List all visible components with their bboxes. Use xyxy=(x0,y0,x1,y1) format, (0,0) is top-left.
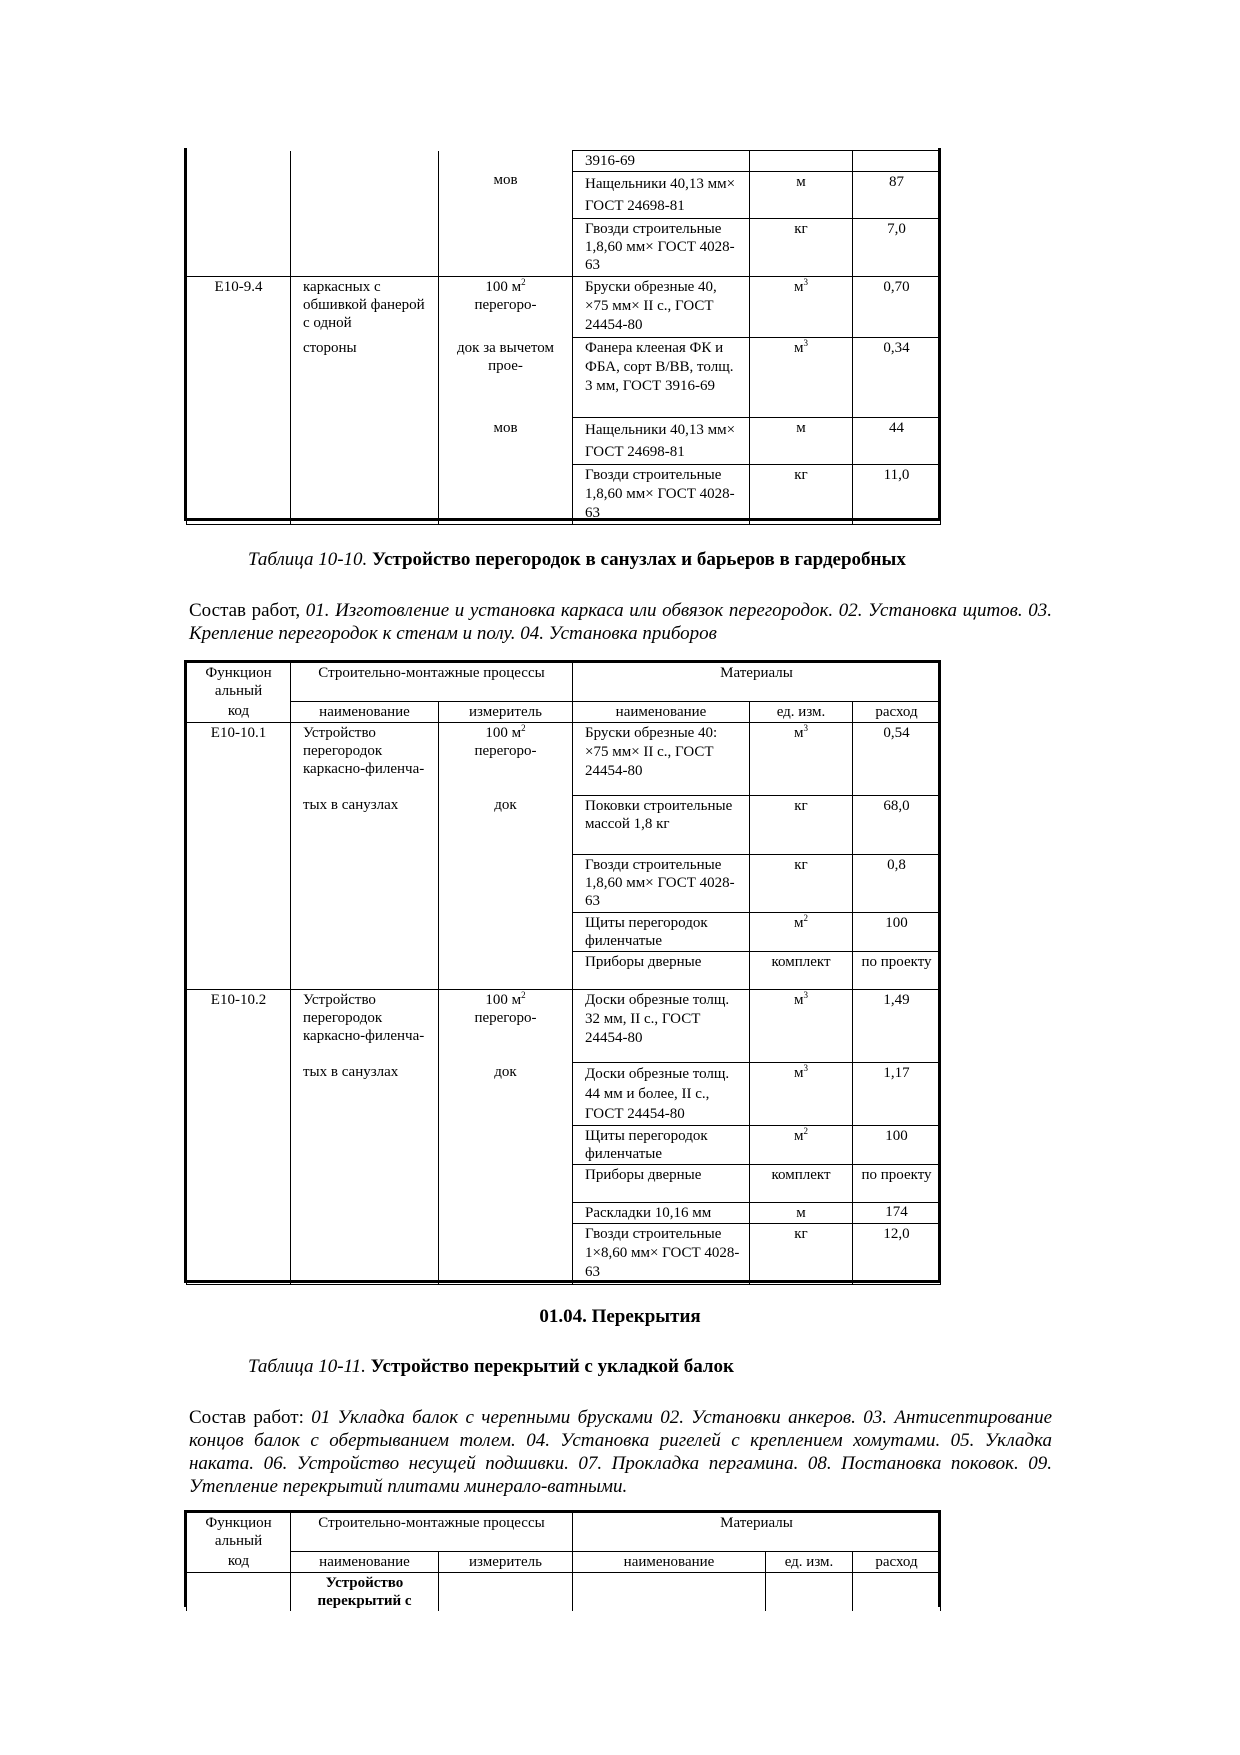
cell-code: Е10-10.2 xyxy=(187,989,291,1062)
cell-process: стороны xyxy=(291,338,439,418)
cell-qty: 0,34 xyxy=(853,338,941,418)
header-materials: Материалы xyxy=(573,1513,941,1552)
cell-code: Е10-9.4 xyxy=(187,277,291,338)
cell-process xyxy=(291,951,439,989)
header-consumption: расход xyxy=(853,701,941,722)
cell-measure: $м^3$ xyxy=(750,722,853,795)
table-continuation xyxy=(186,150,941,525)
cell-unit: мов xyxy=(439,151,573,219)
table-caption xyxy=(248,1355,734,1379)
cell-unit xyxy=(439,219,573,277)
works-label: Состав работ, xyxy=(189,600,301,621)
cell-code xyxy=(187,1572,291,1611)
cell-unit: 100 $м^2$ перегоро- xyxy=(439,989,573,1062)
cell-process xyxy=(291,854,439,912)
table-caption xyxy=(248,548,906,572)
cell-material: Приборы дверные xyxy=(573,951,750,989)
cell-unit xyxy=(439,465,573,525)
cell-code xyxy=(187,1202,291,1223)
header-code-3: код xyxy=(187,1551,291,1572)
cell-material: Щиты перегородок филенчатые xyxy=(573,912,750,951)
cell-process xyxy=(291,1125,439,1164)
cell-unit: мов xyxy=(439,418,573,465)
cell-qty: 1,17 xyxy=(853,1062,941,1125)
cell-measure: кг xyxy=(750,854,853,912)
cell-measure: кг xyxy=(750,795,853,854)
cell-process: тых в санузлах xyxy=(291,795,439,854)
cell-code xyxy=(187,1223,291,1284)
caption-title: Устройство перегородок в санузлах и барьеров в гардеробных xyxy=(372,549,906,570)
cell-qty: 100 xyxy=(853,912,941,951)
cell-material: Нащельники 40,13 мм× ГОСТ 24698-81 xyxy=(573,418,750,465)
cell-process xyxy=(291,219,439,277)
cell-qty: 1,49 xyxy=(853,989,941,1062)
cell-measure: м xyxy=(750,172,853,219)
cell-code xyxy=(187,912,291,951)
cell-qty: 0,8 xyxy=(853,854,941,912)
cell-measure: $м^2$ xyxy=(750,1125,853,1164)
cell-code xyxy=(187,854,291,912)
cell-unit xyxy=(439,1202,573,1223)
cell-qty: 100 xyxy=(853,1125,941,1164)
header-processes: Строительно-монтажные процессы xyxy=(291,663,573,702)
cell-material: Поковки строительные массой 1,8 кг xyxy=(573,795,750,854)
cell-qty xyxy=(853,151,941,172)
header-name: наименование xyxy=(291,1551,439,1572)
cell-code xyxy=(187,951,291,989)
cell-code xyxy=(187,465,291,525)
cell-unit: 100 $м^2$ перегоро- xyxy=(439,277,573,338)
cell-measure: $м^3$ xyxy=(750,277,853,338)
header-processes: Строительно-монтажные процессы xyxy=(291,1513,573,1552)
cell-measure: кг xyxy=(750,1223,853,1284)
cell-code xyxy=(187,1062,291,1125)
cell-qty: по проекту xyxy=(853,1164,941,1202)
cell-unit xyxy=(439,854,573,912)
cell-material: Приборы дверные xyxy=(573,1164,750,1202)
cell-qty: 12,0 xyxy=(853,1223,941,1284)
cell-measure: кг xyxy=(750,465,853,525)
cell-material: Нащельники 40,13 мм× ГОСТ 24698-81 xyxy=(573,172,750,219)
cell-material: Гвозди строительные 1×8,60 мм× ГОСТ 4028-63 xyxy=(573,1223,750,1284)
header-unit: ед. изм. xyxy=(766,1551,853,1572)
cell-qty: 68,0 xyxy=(853,795,941,854)
cell-process xyxy=(291,912,439,951)
cell-qty: 0,70 xyxy=(853,277,941,338)
cell-code xyxy=(187,338,291,418)
cell-process xyxy=(291,465,439,525)
cell-measure: $м^3$ xyxy=(750,1062,853,1125)
cell-process: Устройство перегородок каркасно-филенча- xyxy=(291,722,439,795)
cell-process: каркасных с обшивкой фанерой с одной xyxy=(291,277,439,338)
cell-unit xyxy=(439,912,573,951)
cell-material: Щиты перегородок филенчатые xyxy=(573,1125,750,1164)
cell-process xyxy=(291,172,439,219)
caption-title: Устройство перекрытий с укладкой балок xyxy=(370,1356,734,1377)
cell-material: Гвозди строительные 1,8,60 мм× ГОСТ 4028-63 xyxy=(573,854,750,912)
works-text: 01 Укладка балок с черепными брусками 02. Установки анкеров. 03. Антисептирование концов балок с обертыванием толем. 04. Установка ригелей с креплением хомутами. 05. Укладка наката. 06. Устройство несущей подшивки. 07. Прокладка пергамина. 08. Постановка поковок. 09. Утепление перекрытий плитами минерало-ватными. xyxy=(189,1407,1053,1497)
work-composition xyxy=(189,599,1052,645)
cell-material: Гвозди строительные 1,8,60 мм× ГОСТ 4028-63 xyxy=(573,219,750,277)
cell-unit xyxy=(439,1572,573,1611)
cell-unit: док xyxy=(439,795,573,854)
caption-prefix: Таблица 10-11. xyxy=(248,1356,366,1377)
cell-measure xyxy=(750,151,853,172)
cell-process xyxy=(291,1202,439,1223)
cell-process xyxy=(291,1223,439,1284)
header-unit: ед. изм. xyxy=(750,701,853,722)
works-label: Состав работ: xyxy=(189,1407,304,1428)
cell-material: Раскладки 10,16 мм xyxy=(573,1202,750,1223)
cell-material: Бруски обрезные 40: ×75 мм× II с., ГОСТ 24454-80 xyxy=(573,722,750,795)
works-text: 01. Изготовление и установка каркаса или обвязок перегородок. 02. Установка щитов. 03. Крепление перегородок к стенам и полу. 04. Установка приборов xyxy=(189,600,1053,644)
table-10-10 xyxy=(186,662,941,1285)
cell-qty: 44 xyxy=(853,418,941,465)
cell-measure: комплект xyxy=(750,1164,853,1202)
cell-qty: по проекту xyxy=(853,951,941,989)
cell-unit xyxy=(439,1164,573,1202)
cell-unit xyxy=(439,1125,573,1164)
table-10-11 xyxy=(186,1512,941,1611)
header-mat-name: наименование xyxy=(573,701,750,722)
cell-code xyxy=(187,172,291,219)
cell-process xyxy=(291,418,439,465)
cell-measure: комплект xyxy=(750,951,853,989)
work-composition xyxy=(189,1406,1052,1498)
cell-code xyxy=(187,418,291,465)
header-code: Функцион альный xyxy=(187,663,291,702)
cell-material: Фанера клееная ФК и ФБА, сорт В/ВВ, толщ. 3 мм, ГОСТ 3916-69 xyxy=(573,338,750,418)
section-heading: 01.04. Перекрытия xyxy=(539,1306,701,1327)
cell-unit xyxy=(439,1223,573,1284)
cell-code xyxy=(187,151,291,172)
header-name: наименование xyxy=(291,701,439,722)
cell-measure: м xyxy=(750,1202,853,1223)
cell-material: Бруски обрезные 40, ×75 мм× II с., ГОСТ 24454-80 xyxy=(573,277,750,338)
cell-unit: док xyxy=(439,1062,573,1125)
cell-process: Устройство перегородок каркасно-филенча- xyxy=(291,989,439,1062)
cell-process: Устройство перекрытий с xyxy=(291,1572,439,1611)
cell-material: Доски обрезные толщ. 32 мм, II с., ГОСТ 24454-80 xyxy=(573,989,750,1062)
cell-code xyxy=(187,1164,291,1202)
cell-measure: $м^3$ xyxy=(750,338,853,418)
cell-material: 3916-69 xyxy=(573,151,750,172)
caption-prefix: Таблица 10-10. xyxy=(248,549,368,570)
header-code: Функцион альный xyxy=(187,1513,291,1552)
cell-qty: 87 xyxy=(853,172,941,219)
header-mat-name: наименование xyxy=(573,1551,766,1572)
cell-process xyxy=(291,1164,439,1202)
cell-qty xyxy=(853,1572,941,1611)
header-measurer: измеритель xyxy=(439,1551,573,1572)
cell-material xyxy=(573,1572,766,1611)
header-consumption: расход xyxy=(853,1551,941,1572)
cell-qty: 174 xyxy=(853,1202,941,1223)
cell-unit xyxy=(439,951,573,989)
cell-process xyxy=(291,151,439,172)
cell-code xyxy=(187,219,291,277)
header-materials: Материалы xyxy=(573,663,941,702)
cell-code: Е10-10.1 xyxy=(187,722,291,795)
cell-material: Гвозди строительные 1,8,60 мм× ГОСТ 4028-63 xyxy=(573,465,750,525)
cell-qty: 11,0 xyxy=(853,465,941,525)
cell-unit: 100 $м^2$ перегоро- xyxy=(439,722,573,795)
header-measurer: измеритель xyxy=(439,701,573,722)
cell-code xyxy=(187,795,291,854)
cell-process: тых в санузлах xyxy=(291,1062,439,1125)
header-code-3: код xyxy=(187,701,291,722)
cell-measure: $м^2$ xyxy=(750,912,853,951)
cell-material: Доски обрезные толщ. 44 мм и более, II с., ГОСТ 24454-80 xyxy=(573,1062,750,1125)
cell-measure xyxy=(766,1572,853,1611)
cell-qty: 0,54 xyxy=(853,722,941,795)
cell-measure: $м^3$ xyxy=(750,989,853,1062)
cell-measure: кг xyxy=(750,219,853,277)
cell-qty: 7,0 xyxy=(853,219,941,277)
cell-unit: док за вычетом прое- xyxy=(439,338,573,418)
cell-code xyxy=(187,1125,291,1164)
cell-measure: м xyxy=(750,418,853,465)
